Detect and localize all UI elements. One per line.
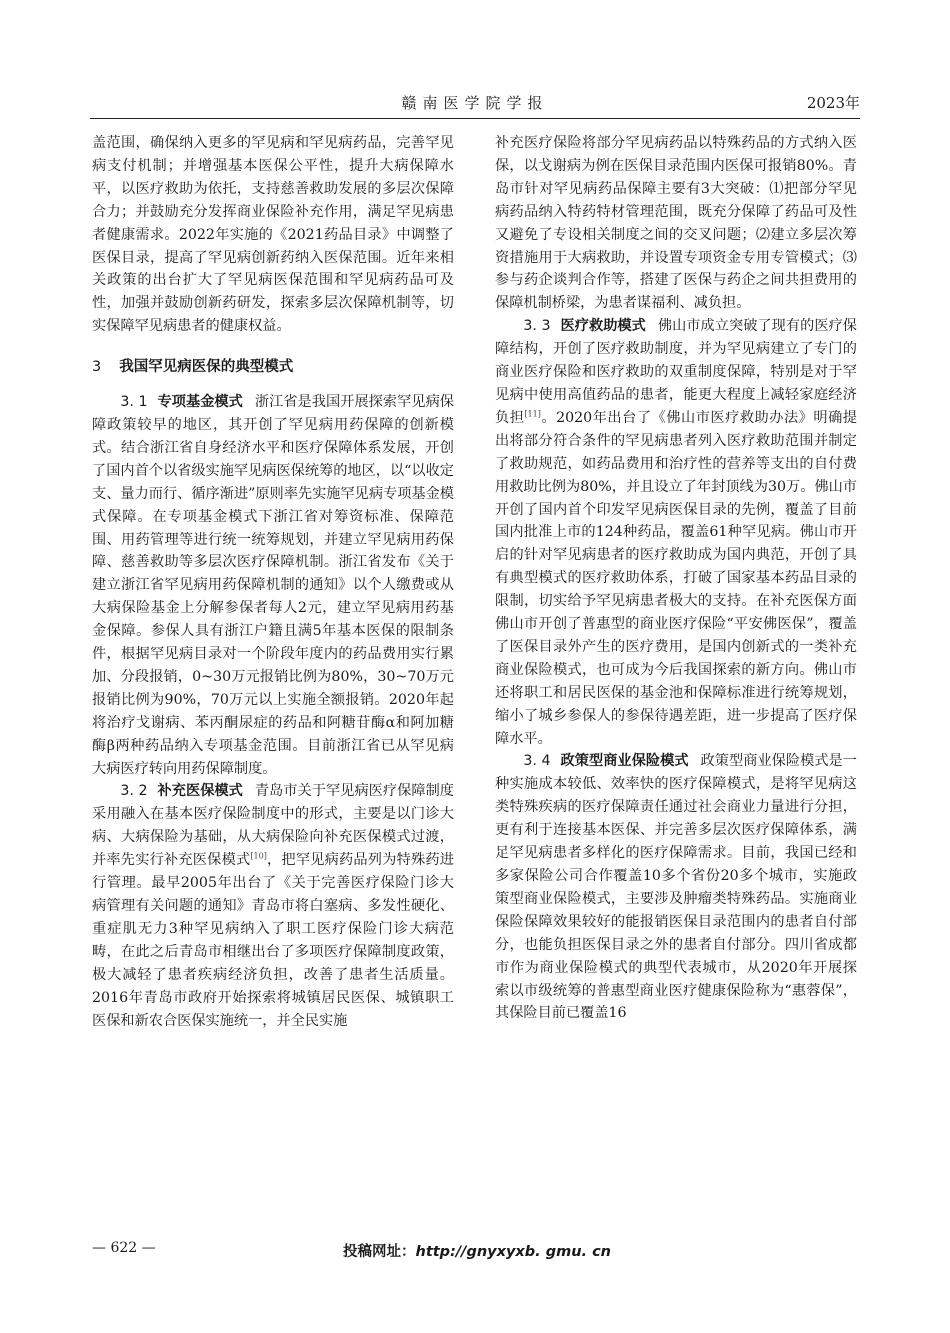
subsection-text: 浙江省是我国开展探索罕见病保障政策较早的地区，其开创了罕见病用药保障的创新模式。结合浙江省自身经济水平和医疗保障体系发展，开创了国内首个以省级实施罕见病医保统筹的地区，以“以收定支、量力而行、循序渐进”原则率先实施罕见病专项基金模式保障。在专项基金模式下浙江省对筹资标准、保障范围、用药管理等进行统一统筹规划，并建立罕见病用药保障、慈善救助等多层次医疗保障机制。浙江省发布《关于建立浙江省罕见病用药保障机制的通知》以个人缴费或从大病保险基金上分解参保者每人2元，建立罕见病用药基金保障。参保人具有浙江户籍且满5年基本医保的限制条件，根据罕见病目录对一个阶段年度内的药品费用实行累加、分段报销，0~30万元报销比例为80%，30~70万元报销比例为90%，70万元以上实施全额报销。2020年起将治疗戈谢病、苯丙酮尿症的药品和阿糖苷酶α和阿加糖酶β两种药品纳入专项基金范围。目前浙江省已从罕见病大病医疗转向用药保障制度。	[92, 394, 454, 777]
page-header	[90, 88, 860, 119]
publication-year: 2023年	[806, 94, 860, 112]
subsection-text: 政策型商业保险模式是一种实施成本较低、效率快的医疗保障模式，是将罕见病这类特殊疾病的医疗保障责任通过社会商业力量进行分担，更有利于连接基本医保、并完善多层次医疗保障体系，满足罕见病患者多样化的医疗保障需求。目前，我国已经和多家保险公司合作覆盖10多个省份20多个城市，实施政策型商业保险模式，主要涉及肿瘤类特殊药品。实施商业保险保障效果较好的能报销医保目录范围内的患者自付部分，也能负担医保目录之外的患者自付部分。四川省成都市作为商业保险模式的典型代表城市，从2020年开展探索以市级统筹的普惠型商业医疗健康保险称为“惠蓉保”，其保险目前已覆盖16	[495, 753, 857, 1022]
reference-citation: [11]	[524, 409, 541, 419]
subsection-text-cont: ，把罕见病药品列为特殊药进行管理。最早2005年出台了《关于完善医疗保险门诊大病管理有关问题的通知》青岛市将白塞病、多发性硬化、重症肌无力3种罕见病纳入了职工医疗保险门诊大病范畴，在此之后青岛市相继出台了多项医疗保障制度政策，极大减轻了患者疾病经济负担，改善了患者生活质量。2016年青岛市政府开始探索将城镇居民医保、城镇职工医保和新农合医保实施统一，并全民实施	[92, 852, 454, 1029]
subsection-title: 专项基金模式	[157, 394, 243, 411]
subsection-number: 3. 2	[120, 783, 148, 800]
subsection-title: 医疗救助模式	[560, 318, 646, 335]
continued-paragraph: 补充医疗保险将部分罕见病药品以特殊药品的方式纳入医保，以戈谢病为例在医保目录范围内医保可报销80%。青岛市针对罕见病药品保障主要有3大突破：⑴把部分罕见病药品纳入特药特材管理范围，既充分保障了药品可及性又避免了专设相关制度之间的交叉问题；⑵建立多层次筹资措施用于大病救助，并设置专项资金专用专管模式；⑶参与药企谈判合作等，搭建了医保与药企之间共担费用的保障机制桥梁，为患者谋福利、减负担。	[495, 135, 857, 312]
subsection-number: 3. 1	[120, 394, 148, 411]
intro-paragraph: 盖范围，确保纳入更多的罕见病和罕见病药品，完善罕见病支付机制；并增强基本医保公平性，提升大病保障水平，以医疗救助为依托，支持慈善救助发展的多层次保障合力；并鼓励充分发挥商业保险补充作用，满足罕见病患者健康需求。2022年实施的《2021药品目录》中调整了医保目录，提高了罕见病创新药纳入医保范围。近年来相关政策的出台扩大了罕见病医保范围和罕见病药品可及性，加强并鼓励创新药研发，探索多层次保障机制等，切实保障罕见病患者的健康权益。	[92, 135, 454, 335]
journal-title: 赣南医学院学报	[401, 94, 549, 112]
page-footer	[92, 1240, 862, 1264]
left-column	[92, 132, 454, 1032]
right-column	[495, 132, 857, 1025]
subsection-3-2	[92, 780, 454, 1032]
subsection-number: 3. 3	[523, 318, 551, 335]
section-number: 3	[92, 359, 102, 376]
section-title: 我国罕见病医保的典型模式	[119, 359, 294, 376]
subsection-text: 青岛市关于罕见病医疗保障制度采用融入在基本医疗保险制度中的形式，主要是以门诊大病、大病保险为基础，从大病保险向补充医保模式过渡，并率先实行补充医保模式	[92, 783, 454, 869]
subsection-text: 佛山市成立突破了现有的医疗保障结构，开创了医疗救助制度，并为罕见病建立了专门的商业医疗保险和医疗救助的双重制度保障，特别是对于罕见病中使用高值药品的患者，能更大程度上减轻家庭经济负担	[495, 318, 857, 426]
subsection-3-4	[495, 750, 857, 1025]
subsection-text-cont: 。2020年出台了《佛山市医疗救助办法》明确提出将部分符合条件的罕见病患者列入医疗救助范围并制定了救助规范，如药品费用和治疗性的营养等支出的自付费用救助比例为80%，并且设立了年封顶线为30万。佛山市开创了国内首个印发罕见病医保目录的先例，覆盖了目前国内批准上市的124种药品，覆盖61种罕见病。佛山市开启的针对罕见病患者的医疗救助成为国内典范，开创了具有典型模式的医疗救助体系，打破了国家基本药品目录的限制，切实给予罕见病患者极大的支持。在补充医保方面佛山市开创了普惠型的商业医疗保险“平安佛医保”，覆盖了医保目录外产生的医疗费用，是国内创新式的一类补充商业保险模式，也可成为今后我国探索的新方向。佛山市还将职工和居民医保的基金池和保障标准进行统筹规划，缩小了城乡参保人的参保待遇差距，进一步提高了医疗保障水平。	[495, 409, 857, 747]
submission-url[interactable]: http://gnyxyxb. gmu. cn	[415, 1244, 611, 1260]
subsection-title: 补充医保模式	[157, 783, 243, 800]
submission-line	[92, 1240, 862, 1261]
section-heading	[92, 356, 454, 379]
subsection-3-3	[495, 315, 857, 750]
submission-label: 投稿网址：	[343, 1244, 416, 1260]
reference-citation: [10]	[250, 851, 267, 861]
subsection-3-1	[92, 391, 454, 780]
page-number: — 622 —	[92, 1240, 156, 1256]
subsection-number: 3. 4	[523, 753, 551, 770]
subsection-title: 政策型商业保险模式	[560, 753, 689, 770]
